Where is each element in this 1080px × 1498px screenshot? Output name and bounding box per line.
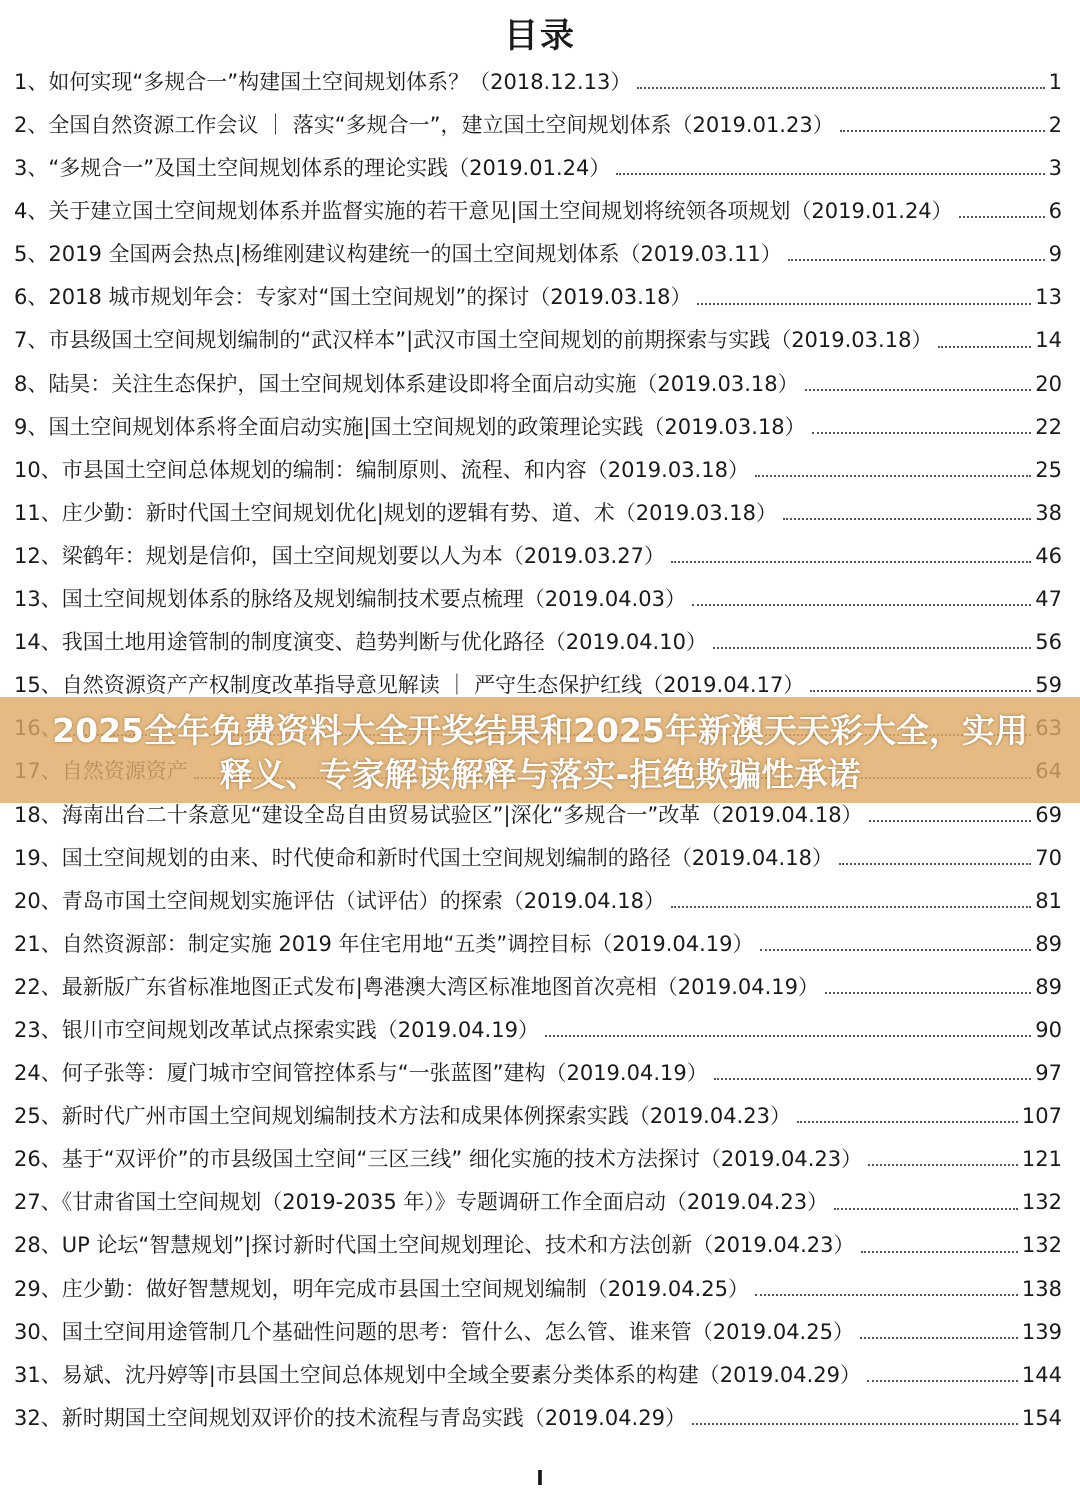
toc-entry-page: 138 [1021, 1276, 1062, 1301]
toc-entry-page: 121 [1021, 1147, 1062, 1172]
toc-entry-title: 13、国土空间规划体系的脉络及规划编制技术要点梳理（2019.04.03） [14, 587, 686, 612]
toc-entry[interactable] [0, 446, 1080, 489]
toc-dot-leader [825, 992, 1031, 994]
toc-entry-title: 9、国土空间规划体系将全面启动实施|国土空间规划的政策理论实践（2019.03.18） [14, 414, 806, 439]
toc-entry-title: 30、国土空间用途管制几个基础性问题的思考：管什么、怎么管、谁来管（2019.04.25） [14, 1319, 854, 1344]
toc-entry-title: 28、UP 论坛“智慧规划”|探讨新时代国土空间规划理论、技术和方法创新（2019.04.23） [14, 1233, 855, 1258]
toc-entry-page: 132 [1021, 1233, 1062, 1258]
toc-entry-page: 13 [1035, 285, 1062, 310]
toc-entry[interactable] [0, 1006, 1080, 1049]
toc-entry[interactable] [0, 144, 1080, 187]
toc-entry-page: 139 [1021, 1319, 1062, 1344]
toc-dot-leader [697, 303, 1031, 305]
toc-entry-title: 22、最新版广东省标准地图正式发布|粤港澳大湾区标准地图首次亮相（2019.04.19） [14, 974, 820, 999]
toc-entry-page: 81 [1035, 888, 1062, 913]
toc-entry[interactable] [0, 618, 1080, 661]
toc-entry-title: 11、庄少勤：新时代国土空间规划优化|规划的逻辑有势、道、术（2019.03.18） [14, 500, 778, 525]
toc-entry-page: 56 [1035, 630, 1062, 655]
toc-entry-page: 89 [1035, 931, 1062, 956]
toc-dot-leader [840, 130, 1045, 132]
toc-entry-title: 27、《甘肃省国土空间规划（2019-2035 年）》专题调研工作全面启动（2019.04.23） [14, 1190, 829, 1215]
toc-dot-leader [755, 1294, 1018, 1296]
toc-entry-page: 69 [1035, 802, 1062, 827]
toc-dot-leader [671, 906, 1031, 908]
toc-dot-leader [755, 475, 1031, 477]
toc-entry[interactable] [0, 230, 1080, 273]
toc-entry[interactable] [0, 920, 1080, 963]
toc-entry-title: 26、基于“双评价”的市县级国土空间“三区三线” 细化实施的技术方法探讨（2019.04.23） [14, 1147, 863, 1172]
toc-entry[interactable] [0, 1092, 1080, 1135]
toc-entry-title: 4、关于建立国土空间规划体系并监督实施的若干意见|国土空间规划将统领各项规划（2019.01.24） [14, 199, 953, 224]
toc-entry-page: 97 [1035, 1061, 1062, 1086]
toc-dot-leader [805, 389, 1032, 391]
overlay-banner-text: 2025全年免费资料大全开奖结果和2025年新澳天天彩大全，实用释义、专家解读解释与落实-拒绝欺骗性承诺 [52, 711, 1028, 794]
toc-entry-title: 12、梁鹤年：规划是信仰，国土空间规划要以人为本（2019.03.27） [14, 543, 665, 568]
toc-entry-page: 46 [1035, 543, 1062, 568]
toc-entry[interactable] [0, 1351, 1080, 1394]
toc-dot-leader [867, 1380, 1018, 1382]
toc-entry[interactable] [0, 1049, 1080, 1092]
toc-entry-title: 32、新时期国土空间规划双评价的技术流程与青岛实践（2019.04.29） [14, 1405, 686, 1430]
toc-entry-page: 59 [1035, 673, 1062, 698]
toc-entry[interactable] [0, 1308, 1080, 1351]
toc-dot-leader [616, 173, 1044, 175]
toc-dot-leader [545, 1035, 1031, 1037]
toc-entry-page: 6 [1048, 199, 1062, 224]
toc-entry-page: 14 [1035, 328, 1062, 353]
toc-dot-leader [783, 518, 1031, 520]
toc-entry-page: 3 [1048, 156, 1062, 181]
toc-entry[interactable] [0, 360, 1080, 403]
toc-entry-title: 19、国土空间规划的由来、时代使命和新时代国土空间规划编制的路径（2019.04.18） [14, 845, 833, 870]
page-title: 目录 [504, 16, 576, 56]
toc-dot-leader [812, 432, 1032, 434]
toc-dot-leader [868, 1164, 1018, 1166]
toc-entry-title: 6、2018 城市规划年会：专家对“国土空间规划”的探讨（2019.03.18） [14, 285, 692, 310]
toc-entry[interactable] [0, 187, 1080, 230]
toc-entry[interactable] [0, 877, 1080, 920]
toc-entry-title: 25、新时代广州市国土空间规划编制技术方法和成果体例探索实践（2019.04.23） [14, 1104, 791, 1129]
toc-entry-title: 3、“多规合一”及国土空间规划体系的理论实践（2019.01.24） [14, 156, 611, 181]
toc-entry-page: 90 [1035, 1017, 1062, 1042]
toc-entry[interactable] [0, 532, 1080, 575]
toc-entry-title: 29、庄少勤：做好智慧规划，明年完成市县国土空间规划编制（2019.04.25） [14, 1276, 749, 1301]
toc-entry-title: 15、自然资源资产产权制度改革指导意见解读 ｜ 严守生态保护红线（2019.04.17） [14, 673, 805, 698]
toc-entry-title: 20、青岛市国土空间规划实施评估（试评估）的探索（2019.04.18） [14, 888, 665, 913]
toc-entry[interactable] [0, 1394, 1080, 1437]
toc-entry[interactable] [0, 1178, 1080, 1221]
toc-dot-leader [671, 561, 1031, 563]
toc-dot-leader [839, 863, 1031, 865]
toc-dot-leader [938, 346, 1031, 348]
toc-entry-title: 14、我国土地用途管制的制度演变、趋势判断与优化路径（2019.04.10） [14, 630, 707, 655]
toc-entry[interactable] [0, 101, 1080, 144]
toc-entry-page: 1 [1048, 69, 1062, 94]
toc-entry-page: 2 [1048, 113, 1062, 137]
toc-dot-leader [637, 87, 1044, 89]
toc-entry[interactable] [0, 273, 1080, 316]
toc-entry-title: 7、市县级国土空间规划编制的“武汉样本”|武汉市国土空间规划的前期探索与实践（2019.03.18） [14, 328, 933, 353]
toc-dot-leader [788, 259, 1045, 261]
toc-entry-title: 1、如何实现“多规合一”构建国土空间规划体系？（2018.12.13） [14, 69, 632, 94]
toc-dot-leader [714, 1078, 1032, 1080]
toc-entry-page: 132 [1021, 1190, 1062, 1215]
toc-entry[interactable] [0, 1265, 1080, 1308]
toc-entry-title: 2、全国自然资源工作会议 ｜ 落实“多规合一”，建立国土空间规划体系（2019.01.23） [14, 113, 834, 137]
toc-entry[interactable] [0, 575, 1080, 618]
toc-entry[interactable] [0, 1222, 1080, 1265]
toc-entry-page: 9 [1048, 242, 1062, 267]
toc-entry-title: 31、易斌、沈丹婷等|市县国土空间总体规划中全域全要素分类体系的构建（2019.04.29） [14, 1362, 862, 1387]
overlay-banner [0, 697, 1080, 803]
toc-entry-page: 25 [1035, 457, 1062, 482]
toc-entry[interactable] [0, 489, 1080, 532]
toc-entry-page: 107 [1021, 1104, 1062, 1129]
page-number: I [536, 1466, 544, 1490]
toc-entry[interactable] [0, 1135, 1080, 1178]
toc-entry-title: 21、自然资源部：制定实施 2019 年住宅用地“五类”调控目标（2019.04.19） [14, 931, 754, 956]
toc-dot-leader [760, 949, 1032, 951]
toc-entry-page: 144 [1021, 1362, 1062, 1387]
toc-dot-leader [692, 604, 1031, 606]
toc-entry-page: 89 [1035, 974, 1062, 999]
toc-entry-page: 47 [1035, 587, 1062, 612]
toc-entry-page: 154 [1021, 1405, 1062, 1430]
toc-dot-leader [959, 216, 1045, 218]
toc-entry-page: 70 [1035, 845, 1062, 870]
toc-dot-leader [713, 647, 1031, 649]
toc-dot-leader [860, 1337, 1018, 1339]
toc-entry-page: 22 [1035, 414, 1062, 439]
toc-entry-page: 38 [1035, 500, 1062, 525]
toc-dot-leader [861, 1251, 1018, 1253]
toc-entry[interactable] [0, 403, 1080, 446]
toc-entry-title: 24、何子张等：厦门城市空间管控体系与“一张蓝图”建构（2019.04.19） [14, 1061, 708, 1086]
toc-entry[interactable] [0, 963, 1080, 1006]
toc-dot-leader [692, 1423, 1018, 1425]
toc-entry-title: 23、银川市空间规划改革试点探索实践（2019.04.19） [14, 1017, 539, 1042]
toc-entry-title: 5、2019 全国两会热点|杨维刚建议构建统一的国土空间规划体系（2019.03.11） [14, 242, 782, 267]
toc-entry-title: 18、海南出台二十条意见“建设全岛自由贸易试验区”|深化“多规合一”改革（2019.04.18） [14, 802, 863, 827]
toc-entry[interactable] [0, 317, 1080, 360]
toc-entry-title: 8、陆昊：关注生态保护，国土空间规划体系建设即将全面启动实施（2019.03.18） [14, 371, 799, 396]
toc-dot-leader [797, 1121, 1018, 1123]
toc-dot-leader [834, 1208, 1018, 1210]
toc-entry-title: 10、市县国土空间总体规划的编制：编制原则、流程、和内容（2019.03.18） [14, 457, 749, 482]
toc-entry[interactable] [0, 834, 1080, 877]
toc-entry[interactable] [0, 58, 1080, 101]
toc-entry-page: 20 [1035, 371, 1062, 396]
toc-dot-leader [869, 820, 1032, 822]
toc-dot-leader [810, 690, 1031, 692]
